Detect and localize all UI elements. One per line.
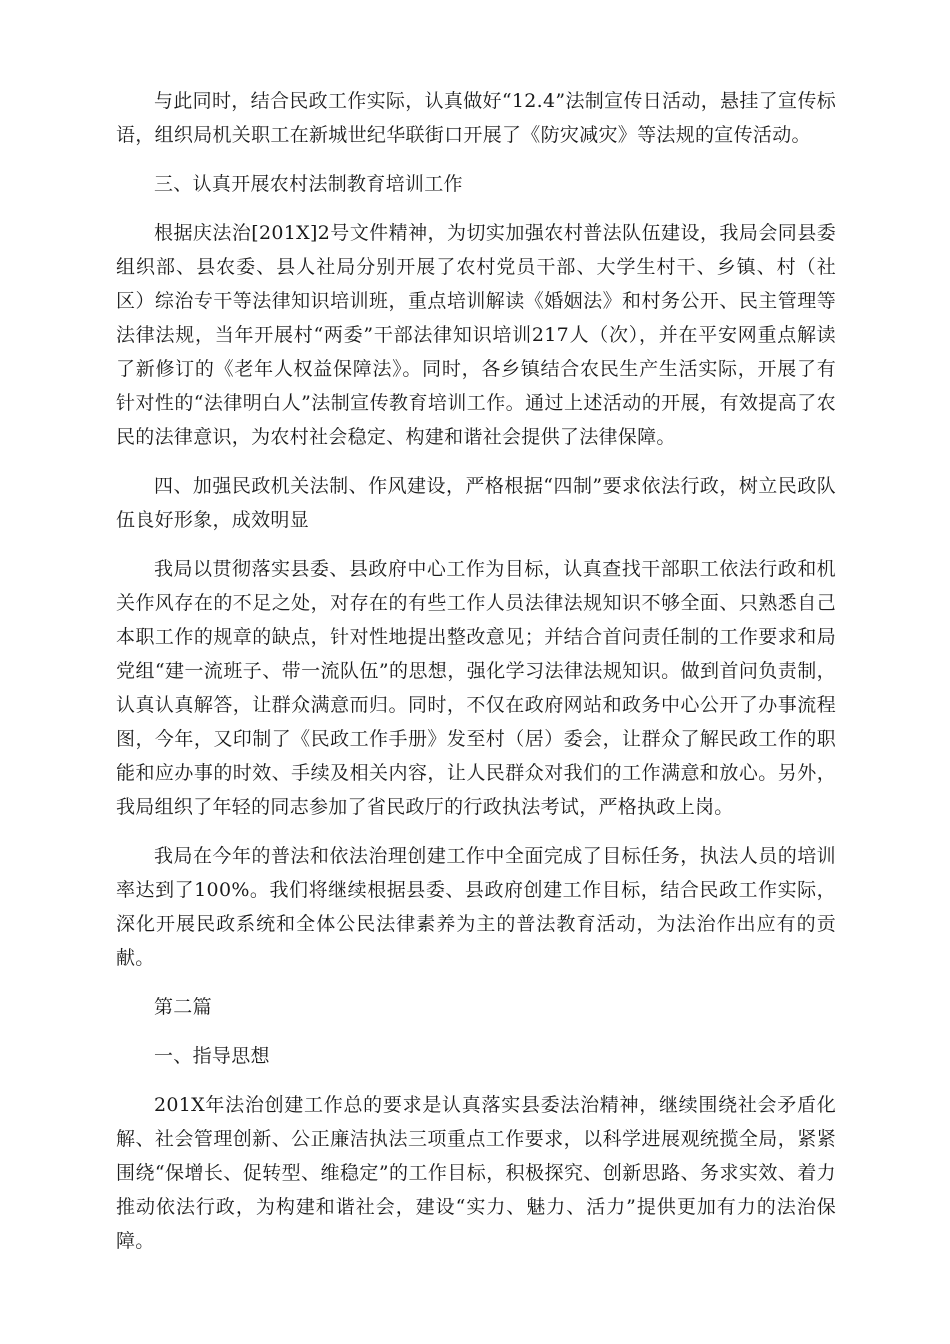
paragraph-rural-training: 根据庆法治[201X]2号文件精神，为切实加强农村普法队伍建设，我局会同县委组织部、县农委、县人社局分别开展了农村党员干部、大学生村干、乡镇、村（社区）综治专干等法律知识培训班，重点培训解读《婚姻法》和村务公开、民主管理等法律法规，当年开展村“两委”干部法律知识培训217人（次），并在平安网重点解读了新修订的《老年人权益保障法》。同时，各乡镇结合农民生产生活实际，开展了有针对性的“法律明白人”法制宣传教育培训工作。通过上述活动的开展，有效提高了农民的法律意识，为农村社会稳定、构建和谐社会提供了法律保障。 [116, 222, 836, 448]
section-heading-guiding-ideology: 一、指导思想 [154, 1045, 270, 1067]
section-heading-rural-training: 三、认真开展农村法制教育培训工作 [154, 173, 463, 195]
paragraph-guiding-ideology: 201X年法治创建工作总的要求是认真落实县委法治精神，继续围绕社会矛盾化解、社会管理创新、公正廉洁执法三项重点工作要求，以科学进展观统揽全局，紧紧围绕“保增长、促转型、维稳定”的工作目标，积极探究、创新思路、务求实效、着力推动依法行政，为构建和谐社会，建设“实力、魅力、活力”提供更加有力的法治保障。 [116, 1094, 836, 1252]
paragraph-organ-construction: 我局以贯彻落实县委、县政府中心工作为目标，认真查找干部职工依法行政和机关作风存在的不足之处，对存在的有些工作人员法律法规知识不够全面、只熟悉自己本职工作的规章的缺点，针对性地提出整改意见；并结合首问责任制的工作要求和局党组“建一流班子、带一流队伍”的思想，强化学习法律法规知识。做到首问负责制，认真认真解答，让群众满意而归。同时，不仅在政府网站和政务中心公开了办事流程图，今年，又印制了《民政工作手册》发至村（居）委会，让群众了解民政工作的职能和应办事的时效、手续及相关内容，让人民群众对我们的工作满意和放心。另外，我局组织了年轻的同志参加了省民政厅的行政执法考试，严格执政上岗。 [116, 558, 836, 818]
paragraph-publicity-day: 与此同时，结合民政工作实际，认真做好“12.4”法制宣传日活动，悬挂了宣传标语，组织局机关职工在新城世纪华联街口开展了《防灾减灾》等法规的宣传活动。 [116, 90, 836, 146]
paragraph-summary: 我局在今年的普法和依法治理创建工作中全面完成了目标任务，执法人员的培训率达到了100%。我们将继续根据县委、县政府创建工作目标，结合民政工作实际，深化开展民政系统和全体公民法律素养为主的普法教育活动，为法治作出应有的贡献。 [116, 845, 836, 969]
part-heading-second: 第二篇 [154, 996, 212, 1018]
section-heading-organ-construction: 四、加强民政机关法制、作风建设，严格根据“四制”要求依法行政，树立民政队伍良好形象，成效明显 [116, 475, 836, 531]
document-body [116, 84, 836, 1273]
